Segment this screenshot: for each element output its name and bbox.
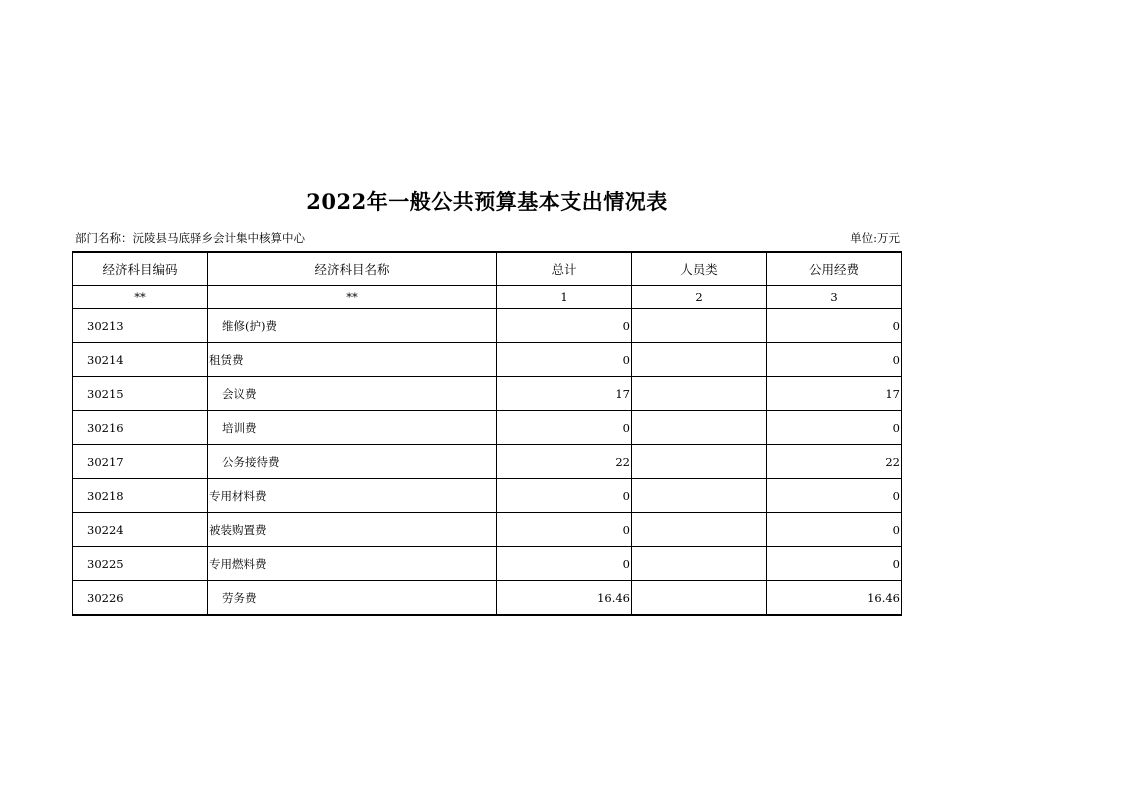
cell-public-funds: 16.46 [767,581,902,616]
cell-subject-name: 会议费 [208,377,497,411]
cell-public-funds: 0 [767,411,902,445]
cell-total: 0 [497,411,632,445]
cell-total: 17 [497,377,632,411]
cell-personnel [632,479,767,513]
cell-personnel [632,411,767,445]
cell-personnel [632,513,767,547]
cell-subject-name: 专用燃料费 [208,547,497,581]
table-row [73,479,902,513]
cell-total: 0 [497,309,632,343]
cell-subject-name: 租赁费 [208,343,497,377]
index-cell: 1 [497,286,632,309]
budget-table [72,251,902,616]
cell-subject-name: 被装购置费 [208,513,497,547]
cell-personnel [632,581,767,616]
table-row [73,445,902,479]
cell-subject-code: 30218 [73,479,208,513]
cell-public-funds: 0 [767,343,902,377]
index-cell: 3 [767,286,902,309]
cell-public-funds: 0 [767,479,902,513]
cell-subject-code: 30224 [73,513,208,547]
cell-subject-code: 30215 [73,377,208,411]
table-row [73,513,902,547]
cell-public-funds: 0 [767,547,902,581]
cell-subject-code: 30217 [73,445,208,479]
cell-total: 22 [497,445,632,479]
cell-subject-code: 30213 [73,309,208,343]
header-subject-name: 经济科目名称 [208,252,497,286]
cell-personnel [632,377,767,411]
cell-total: 0 [497,479,632,513]
cell-personnel [632,445,767,479]
cell-subject-name: 公务接待费 [208,445,497,479]
cell-subject-name: 培训费 [208,411,497,445]
header-public-funds: 公用经费 [767,252,902,286]
cell-subject-name: 专用材料费 [208,479,497,513]
cell-public-funds: 0 [767,513,902,547]
table-row [73,309,902,343]
cell-total: 0 [497,547,632,581]
cell-total: 0 [497,343,632,377]
cell-public-funds: 0 [767,309,902,343]
cell-subject-name: 劳务费 [208,581,497,616]
table-row [73,343,902,377]
report-title: 2022年一般公共预算基本支出情况表 [306,189,668,214]
cell-public-funds: 17 [767,377,902,411]
unit-label: 单位:万元 [850,231,900,245]
header-total: 总计 [497,252,632,286]
cell-subject-code: 30225 [73,547,208,581]
table-header-row [73,252,902,286]
cell-public-funds: 22 [767,445,902,479]
header-personnel: 人员类 [632,252,767,286]
table-row [73,581,902,616]
cell-total: 0 [497,513,632,547]
cell-subject-code: 30226 [73,581,208,616]
cell-subject-code: 30214 [73,343,208,377]
table-row [73,547,902,581]
table-row [73,411,902,445]
index-cell: ** [208,286,497,309]
table-row [73,377,902,411]
cell-subject-name: 维修(护)费 [208,309,497,343]
cell-personnel [632,547,767,581]
index-cell: ** [73,286,208,309]
index-row [73,286,902,309]
cell-personnel [632,343,767,377]
cell-total: 16.46 [497,581,632,616]
cell-personnel [632,309,767,343]
index-cell: 2 [632,286,767,309]
header-subject-code: 经济科目编码 [73,252,208,286]
cell-subject-code: 30216 [73,411,208,445]
department-name: 部门名称：沅陵县马底驿乡会计集中核算中心 [75,231,305,245]
